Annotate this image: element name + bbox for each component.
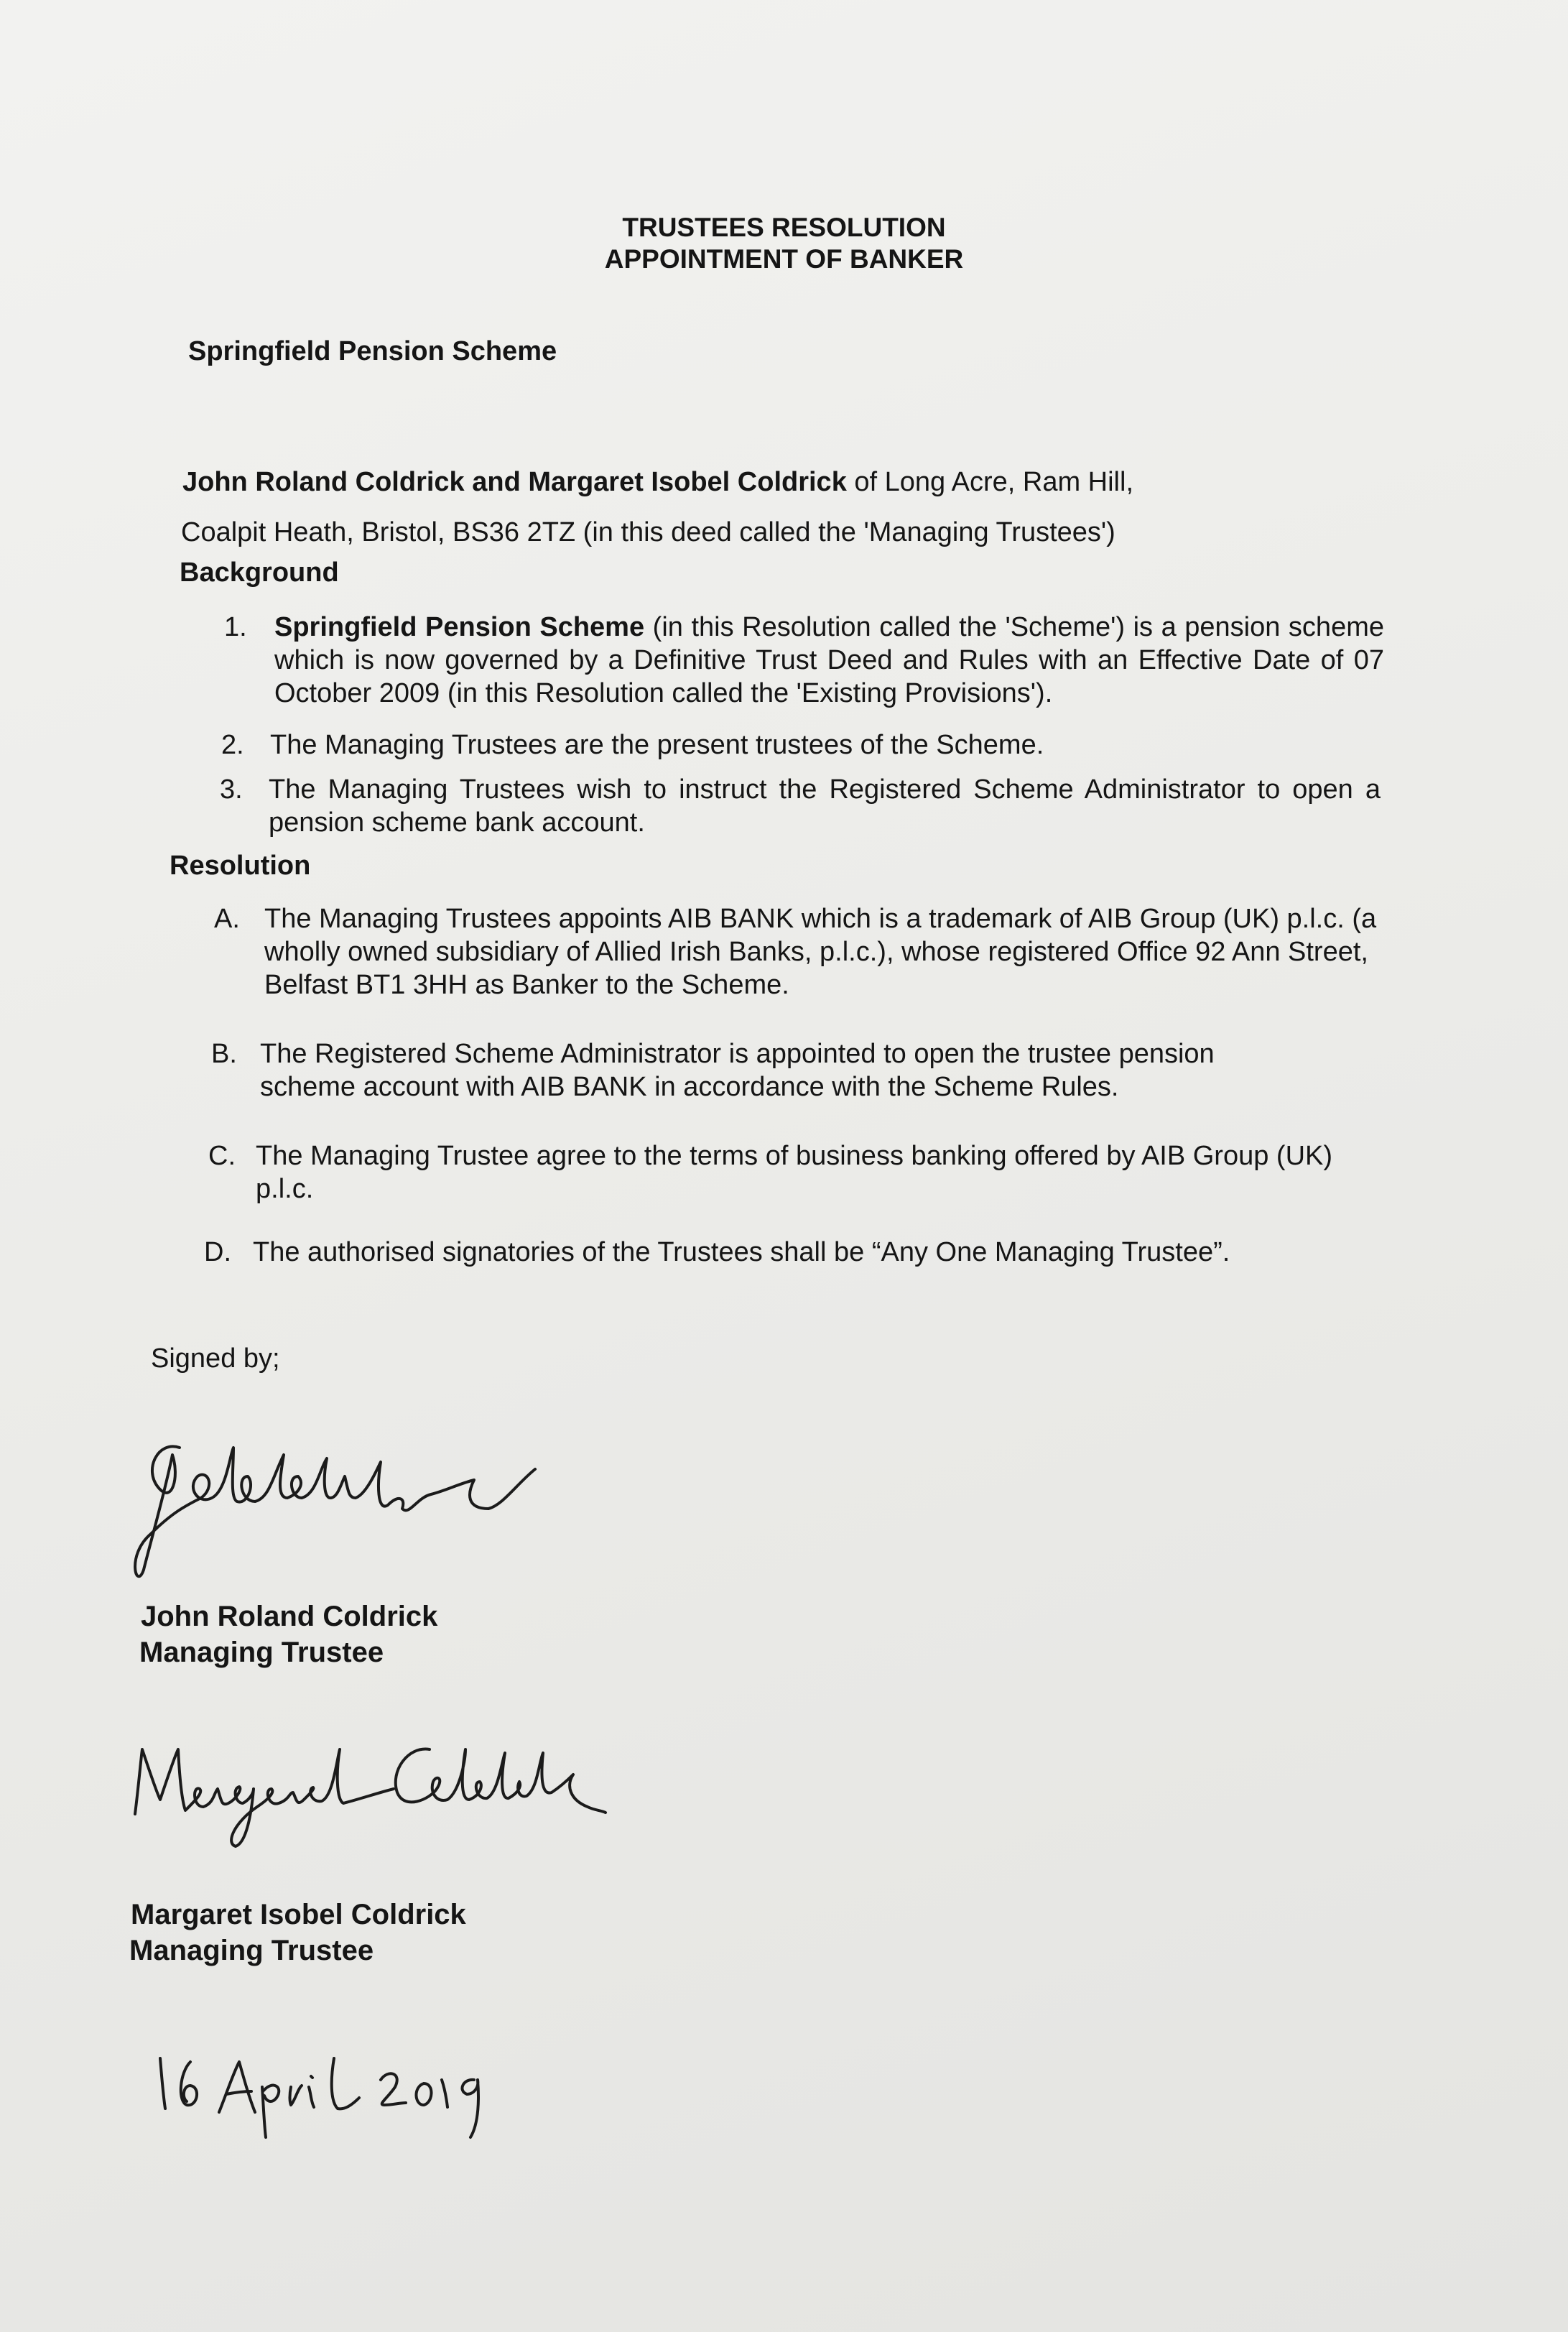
signatory-1-name: John Roland Coldrick [141,1601,438,1632]
list-marker: 3. [220,774,243,805]
parties-names: John Roland Coldrick and Margaret Isobel Coldrick [182,467,847,497]
background-item-1 [224,611,1384,718]
scheme-name: Springfield Pension Scheme [188,336,557,366]
list-marker: C. [208,1141,236,1171]
parties-line-2: Coalpit Heath, Bristol, BS36 2TZ (in this deed called the 'Managing Trustees') [181,517,1115,547]
background-heading: Background [180,557,339,588]
handwritten-date [147,2044,492,2144]
parties-line-1 [182,466,1133,499]
list-text: The Managing Trustees are the present trustees of the Scheme. [270,730,1044,760]
list-text: The Managing Trustees wish to instruct the Registered Scheme Administrator to open a pension scheme bank account. [269,774,1381,838]
signature-margaret [128,1721,631,1864]
signed-by-label: Signed by; [151,1343,280,1374]
list-text [274,611,1384,710]
list-marker: D. [204,1237,231,1267]
list-text: The Registered Scheme Administrator is appointed to open the trustee pension scheme account with AIB BANK in accordance with the Scheme Rules. [260,1039,1215,1102]
list-lead: Springfield Pension Scheme [274,612,645,642]
list-text-rest: (in this Resolution called the 'Scheme') is a pension scheme which is now governed by a Definitive Trust Deed and Rules with an Effective Date of 07 October 2009 (in this Resolution called the 'Existing Provisions'). [274,612,1384,708]
parties-address-1: of Long Acre, Ram Hill, [846,467,1133,497]
signature-john [129,1426,560,1591]
resolution-heading: Resolution [170,851,311,881]
list-text: The Managing Trustee agree to the terms of business banking offered by AIB Group (UK) p.l.c. [256,1141,1333,1204]
signatory-1-role: Managing Trustee [139,1637,384,1668]
signatory-2-name: Margaret Isobel Coldrick [131,1899,466,1930]
list-text: The Managing Trustees appoints AIB BANK which is a trademark of AIB Group (UK) p.l.c. (a wholly owned subsidiary of Allied Irish Banks, p.l.c.), whose registered Office 92 Ann Street, Belfast BT1 3HH as Banker to the Scheme. [264,904,1377,1000]
document-title: TRUSTEES RESOLUTION [622,213,946,242]
list-text: The authorised signatories of the Trustees shall be “Any One Managing Trustee”. [253,1237,1230,1267]
list-marker: 1. [224,612,247,642]
list-marker: B. [211,1039,237,1069]
signatory-2-role: Managing Trustee [129,1935,374,1966]
document-subtitle: APPOINTMENT OF BANKER [604,244,964,274]
list-marker: A. [214,904,240,934]
list-marker: 2. [221,730,244,760]
